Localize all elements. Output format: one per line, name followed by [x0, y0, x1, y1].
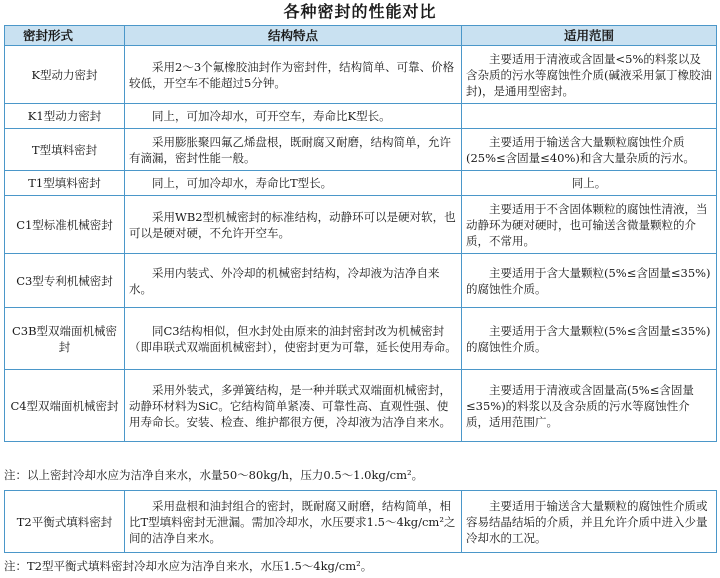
page-title: 各种密封的性能对比 — [283, 2, 437, 21]
note-cooling-water: 注：以上密封冷却水应为洁净自来水，水量50～80kg/h，压力0.5～1.0kg/cm²。 — [4, 468, 424, 482]
seal-name: T2平衡式填料密封 — [5, 491, 125, 553]
seal-application: 主要适用于清液或含固量<5%的料浆以及含杂质的污水等腐蚀性介质(碱液采用氯丁橡胶油封)，是通用型密封。 — [462, 46, 717, 104]
seal-name: K1型动力密封 — [5, 104, 125, 129]
table-row — [5, 104, 717, 129]
seal-name: T1型填料密封 — [5, 171, 125, 196]
seal-application: 主要适用于含大量颗粒(5%≤含固量≤35%)的腐蚀性介质。 — [462, 254, 717, 308]
seal-name: C1型标准机械密封 — [5, 196, 125, 254]
seal-features: 采用内装式、外冷却的机械密封结构，冷却液为洁净自来水。 — [125, 254, 462, 308]
table-row — [5, 129, 717, 171]
table-row — [5, 254, 717, 308]
seal-application: 主要适用于不含固体颗粒的腐蚀性清液，当动静环为硬对硬时，也可输送含微量颗粒的介质，不常用。 — [462, 196, 717, 254]
seal-features: 采用盘根和油封组合的密封，既耐腐又耐磨，结构简单，相比T型填料密封无泄漏。需加冷却水，水压要求1.5～4kg/cm²之间的洁净自来水。 — [125, 491, 462, 553]
seal-features: 同C3结构相似，但水封处由原来的油封密封改为机械密封（即串联式双端面机械密封），使密封更为可靠，延长使用寿命。 — [125, 308, 462, 370]
seal-features: 同上，可加冷却水，寿命比T型长。 — [125, 171, 462, 196]
table-row — [5, 171, 717, 196]
seal-name: C3B型双端面机械密封 — [5, 308, 125, 370]
seal-name: C3型专利机械密封 — [5, 254, 125, 308]
seal-application: 主要适用于含大量颗粒(5%≤含固量≤35%)的腐蚀性介质。 — [462, 308, 717, 370]
seal-application: 主要适用于输送含大量颗粒腐蚀性介质(25%≤含固量≤40%)和含大量杂质的污水。 — [462, 129, 717, 171]
seal-features: 采用膨胀聚四氟乙烯盘根，既耐腐又耐磨，结构简单，允许有滴漏，密封性能一般。 — [125, 129, 462, 171]
seal-name: K型动力密封 — [5, 46, 125, 104]
seal-features: 采用2～3个氟橡胶油封作为密封件，结构简单、可靠、价格较低，开空车不能超过5分钟。 — [125, 46, 462, 104]
header-features: 结构特点 — [125, 26, 462, 46]
table-row — [5, 308, 717, 370]
header-application: 适用范围 — [462, 26, 717, 46]
seal-comparison-table — [4, 25, 717, 442]
seal-features: 采用WB2型机械密封的标准结构，动静环可以是硬对软，也可以是硬对硬，不允许开空车。 — [125, 196, 462, 254]
seal-features: 同上，可加冷却水，可开空车，寿命比K型长。 — [125, 104, 462, 129]
table-row — [5, 370, 717, 442]
seal-application: 主要适用于清液或含固量高(5%≤含固量≤35%)的料浆以及含杂质的污水等腐蚀性介质，适用范围广。 — [462, 370, 717, 442]
seal-application: 同上。 — [462, 171, 717, 196]
seal-features: 采用外装式，多弹簧结构，是一种并联式双端面机械密封，动静环材料为SiC。它结构简单紧凑、可靠性高、直观性强、使用寿命长。安装、检查、维护都很方便，冷却液为洁净自来水。 — [125, 370, 462, 442]
seal-application: 主要适用于输送含大量颗粒的腐蚀性介质或容易结晶结垢的介质，并且允许介质中进入少量冷却水的工况。 — [462, 491, 717, 553]
table-row — [5, 196, 717, 254]
note-t2-cooling-water: 注：T2型平衡式填料密封冷却水应为洁净自来水，水压1.5～4kg/cm²。 — [4, 559, 373, 573]
header-form: 密封形式 — [5, 26, 125, 46]
table-row — [5, 46, 717, 104]
seal-name: T型填料密封 — [5, 129, 125, 171]
table-header-row — [5, 26, 717, 46]
t2-seal-table — [4, 490, 717, 553]
table-row — [5, 491, 717, 553]
seal-application — [462, 104, 717, 129]
seal-name: C4型双端面机械密封 — [5, 370, 125, 442]
